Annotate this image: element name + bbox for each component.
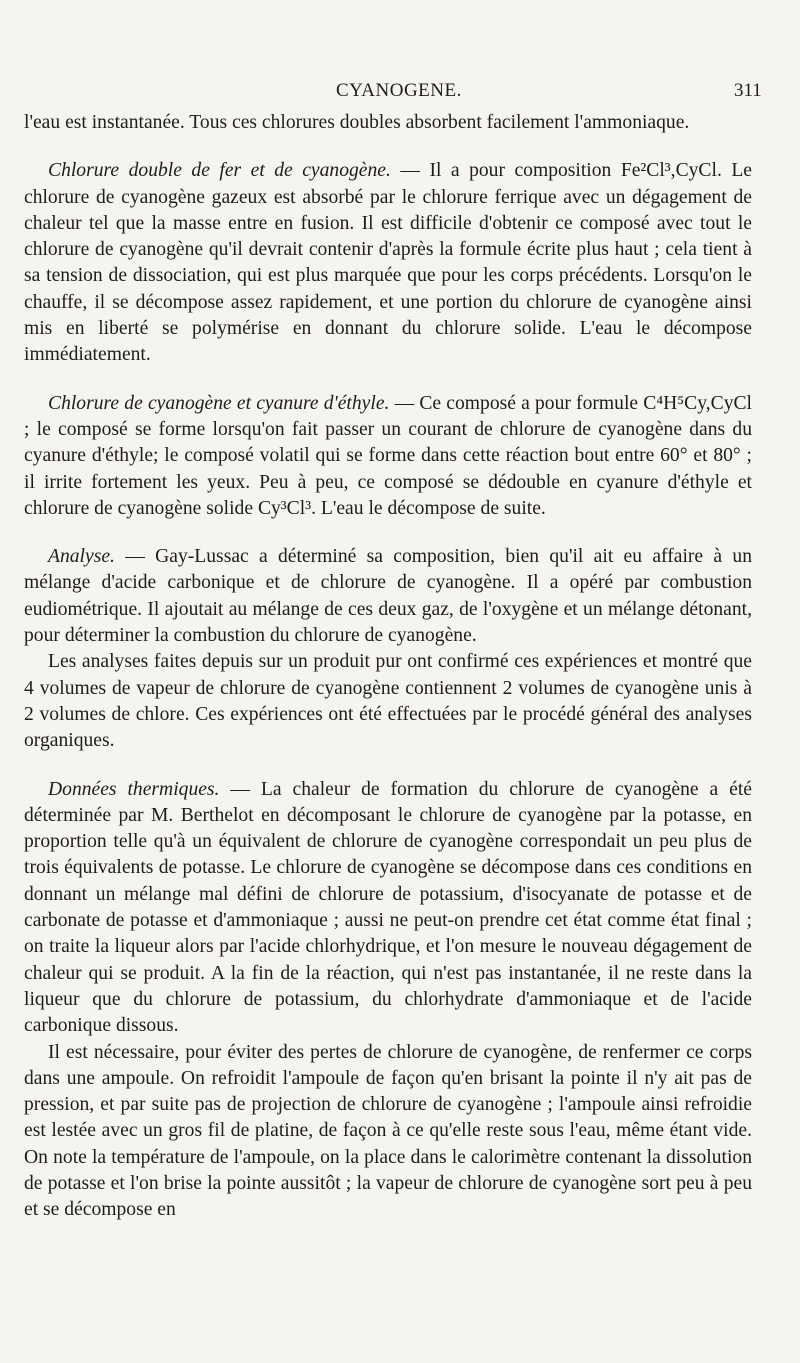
paragraph-text: Il est nécessaire, pour éviter des pertes de chlorure de cyanogène, de renfermer ce corps dans une ampoule. On refroidit l'ampoule de façon qu'en brisant la pointe il n'y ait pas de pression, et par suite pas de projection de chlorure de cyanogène ; l'ampoule ainsi refroidie est lestée avec un gros fil de platine, de façon à ce qu'elle reste sous l'eau, même étant vide. On note la température de l'ampoule, on la place dans le calorimètre contenant la dissolution de potasse et l'on brise la pointe aussitôt ; la vapeur de chlorure de cyanogène sort peu à peu et se décompose en (24, 1041, 752, 1221)
running-head-title: CYANOGENE. (336, 80, 462, 101)
paragraph-ampoule-procedure (24, 1040, 752, 1224)
paragraph-text: Les analyses faites depuis sur un produit pur ont confirmé ces expériences et montré que 4 volumes de vapeur de chlorure de cyanogène contiennent 2 volumes de cyanogène unis à 2 volumes de chlore. Ces expériences ont été effectuées par le procédé général des analyses organiques. (24, 651, 752, 752)
paragraph-iron-double-chloride (24, 158, 752, 368)
section-lead: Données thermiques. (48, 778, 220, 800)
paragraph-text: — Ce composé a pour formule C⁴H⁵Cy,CyCl ; le composé se forme lorsqu'on fait passer un courant de chlorure de cyanogène dans du cyanure d'éthyle; le composé volatil qui se forme dans cette réaction bout entre 60° et 80° ; il irrite fortement les yeux. Peu à peu, ce composé se dédouble en cyanure d'éthyle et chlorure de cyanogène solide Cy³Cl³. L'eau le décompose de suite. (24, 392, 753, 519)
paragraph-text: — Gay-Lussac a déterminé sa composition, bien qu'il ait eu affaire à un mélange d'acide carbonique et de chlorure de cyanogène. Il a opéré par combustion eudiométrique. Il ajoutait au mélange de ces deux gaz, de l'oxygène et un mélange détonant, pour déterminer la combustion du chlorure de cyanogène. (24, 546, 752, 647)
section-lead: Chlorure de cyanogène et cyanure d'éthyle. (48, 392, 390, 414)
body-text (24, 110, 752, 1224)
paragraph-text: — Il a pour composition Fe²Cl³,CyCl. Le chlorure de cyanogène gazeux est absorbé par le chlorure ferrique avec un dégagement de chaleur tel que la masse entre en fusion. Il est difficile d'obtenir ce composé avec tout le chlorure de cyanogène qu'il devrait contenir d'après la formule écrite plus haut ; cela tient à sa tension de dissociation, qui est plus marquée que pour les corps précédents. Lorsqu'on le chauffe, il se décompose assez rapidement, et une portion du chlorure de cyanogène ainsi mis en liberté se polymérise en donnant du chlorure solide. L'eau le décompose immédiatement. (24, 160, 752, 366)
paragraph-text: l'eau est instantanée. Tous ces chlorures doubles absorbent facilement l'ammoniaque. (24, 112, 690, 133)
paragraph-ethyl-cyanide (24, 391, 752, 522)
paragraph-thermal-data (24, 777, 752, 1040)
paragraph-analysis (24, 544, 752, 649)
paragraph-continuation (24, 110, 752, 136)
paragraph-text: — La chaleur de formation du chlorure de cyanogène a été déterminée par M. Berthelot en décomposant le chlorure de cyanogène par la potasse, en proportion telle qu'à un équivalent de chlorure de cyanogène correspondait un peu plus de trois équivalents de potasse. Le chlorure de cyanogène se décompose dans ces conditions en donnant un mélange mal défini de chlorure de potassium, d'isocyanate de potasse et de carbonate de potasse et d'ammoniaque ; aussi ne peut-on prendre cet état comme état final ; on traite la liqueur alors par l'acide chlorhydrique, et l'on mesure le nouveau dégagement de chaleur qui se produit. A la fin de la réaction, qui n'est pas instantanée, il ne reste dans la liqueur que du chlorure de potassium, du chlorhydrate d'ammoniaque et de l'acide carbonique dissous. (24, 778, 752, 1037)
section-lead: Chlorure double de fer et de cyanogène. (48, 160, 391, 182)
paragraph-analysis-results (24, 649, 752, 754)
running-head (0, 80, 800, 104)
page-number: 311 (734, 80, 762, 101)
section-lead: Analyse. (48, 546, 115, 568)
